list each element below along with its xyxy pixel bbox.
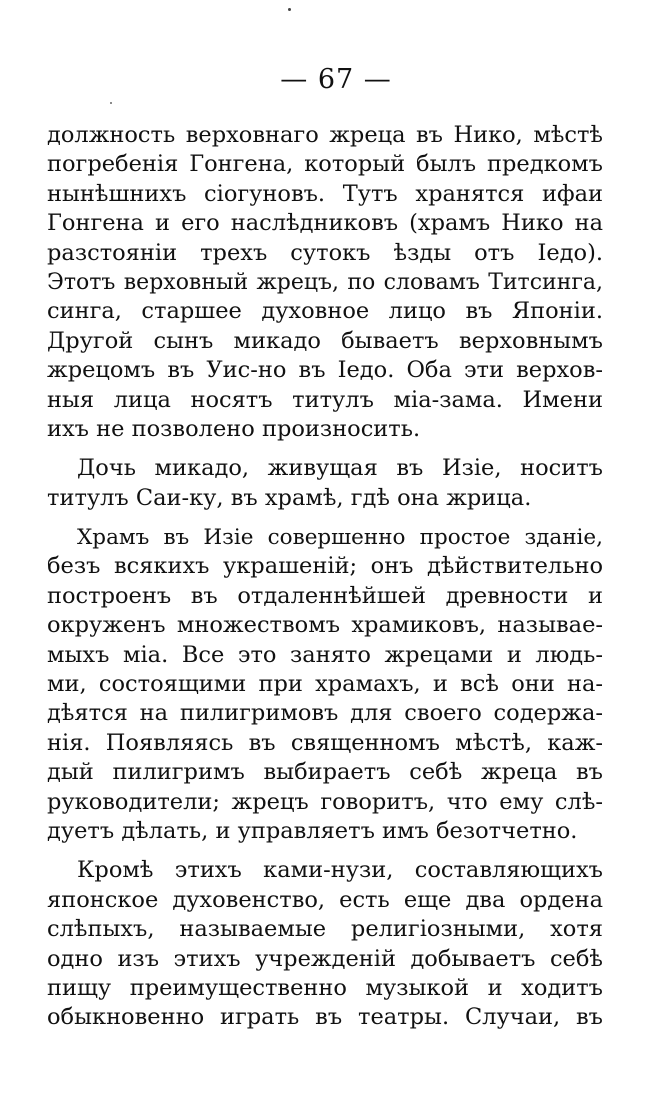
text-line: жрецомъ въ Уис-но въ Іедо. Оба эти верхов- — [47, 357, 603, 384]
text-line: Храмъ въ Изіе совершенно простое зданіе, — [77, 525, 603, 551]
text-line: дѣятся на пилигримовъ для своего содержа- — [47, 700, 603, 727]
text-line: окруженъ множествомъ храмиковъ, называе- — [47, 612, 603, 639]
text-line: дуетъ дѣлать, и управляетъ имъ безотчетно. — [47, 817, 578, 844]
text-line: одно изъ этихъ учрежденій добываетъ себѣ — [47, 945, 603, 972]
text-line: мыхъ міа. Все это занято жрецами и людь- — [47, 641, 603, 668]
text-line: синга, старшее духовное лицо въ Японіи. — [47, 298, 603, 325]
text-line: японское духовенство, есть еще два ордена — [47, 886, 603, 913]
paragraph-gap — [47, 513, 603, 523]
text-line: нынѣшнихъ сіогуновъ. Тутъ хранятся ифаи — [47, 180, 603, 207]
text-line: титулъ Саи-ку, въ храмѣ, гдѣ она жрица. — [47, 484, 532, 511]
text-line: пищу преимущественно музыкой и ходитъ — [47, 974, 603, 1001]
text-line: Другой сынъ микадо бываетъ верховнымъ — [47, 327, 603, 354]
text-line: Кромѣ этихъ ками-нузи, составляющихъ — [77, 857, 603, 884]
page-number: — 67 — — [280, 64, 392, 95]
paragraph-gap — [47, 444, 603, 454]
text-line: ихъ не позволено произносить. — [47, 415, 421, 442]
ink-speck — [110, 102, 112, 104]
text-line: ми, состоящими при храмахъ, и всѣ они на- — [47, 671, 603, 698]
ink-speck — [288, 8, 291, 11]
text-line: Гонгена и его наслѣдниковъ (храмъ Нико на — [47, 210, 603, 237]
text-line: Этотъ верховный жрецъ, по словамъ Титсинга, — [47, 269, 603, 295]
text-line: должность верховнаго жреца въ Нико, мѣстѣ — [47, 122, 603, 148]
text-line: построенъ въ отдаленнѣйшей древности и — [47, 582, 603, 609]
text-line: обыкновенно играть въ театры. Случаи, въ — [47, 1004, 603, 1031]
text-line: Дочь микадо, живущая въ Изіе, носитъ — [77, 455, 603, 482]
text-line: нія. Появляясь въ священномъ мѣстѣ, каж- — [47, 729, 603, 756]
body-text — [47, 121, 603, 1033]
text-line: дый пилигримъ выбираетъ себѣ жреца въ — [47, 759, 603, 786]
text-line: погребенія Гонгена, который былъ предкомъ — [47, 151, 603, 178]
text-line: руководители; жрецъ говоритъ, что ему слѣ- — [47, 788, 603, 815]
text-line: ныя лица носятъ титулъ міа-зама. Имени — [47, 386, 603, 413]
paragraph-gap — [47, 846, 603, 856]
text-line: слѣпыхъ, называемые религіозными, хотя — [47, 916, 603, 943]
text-line: разстояніи трехъ сутокъ ѣзды отъ Іедо). — [47, 239, 603, 266]
text-line: безъ всякихъ украшеній; онъ дѣйствительно — [47, 553, 603, 580]
